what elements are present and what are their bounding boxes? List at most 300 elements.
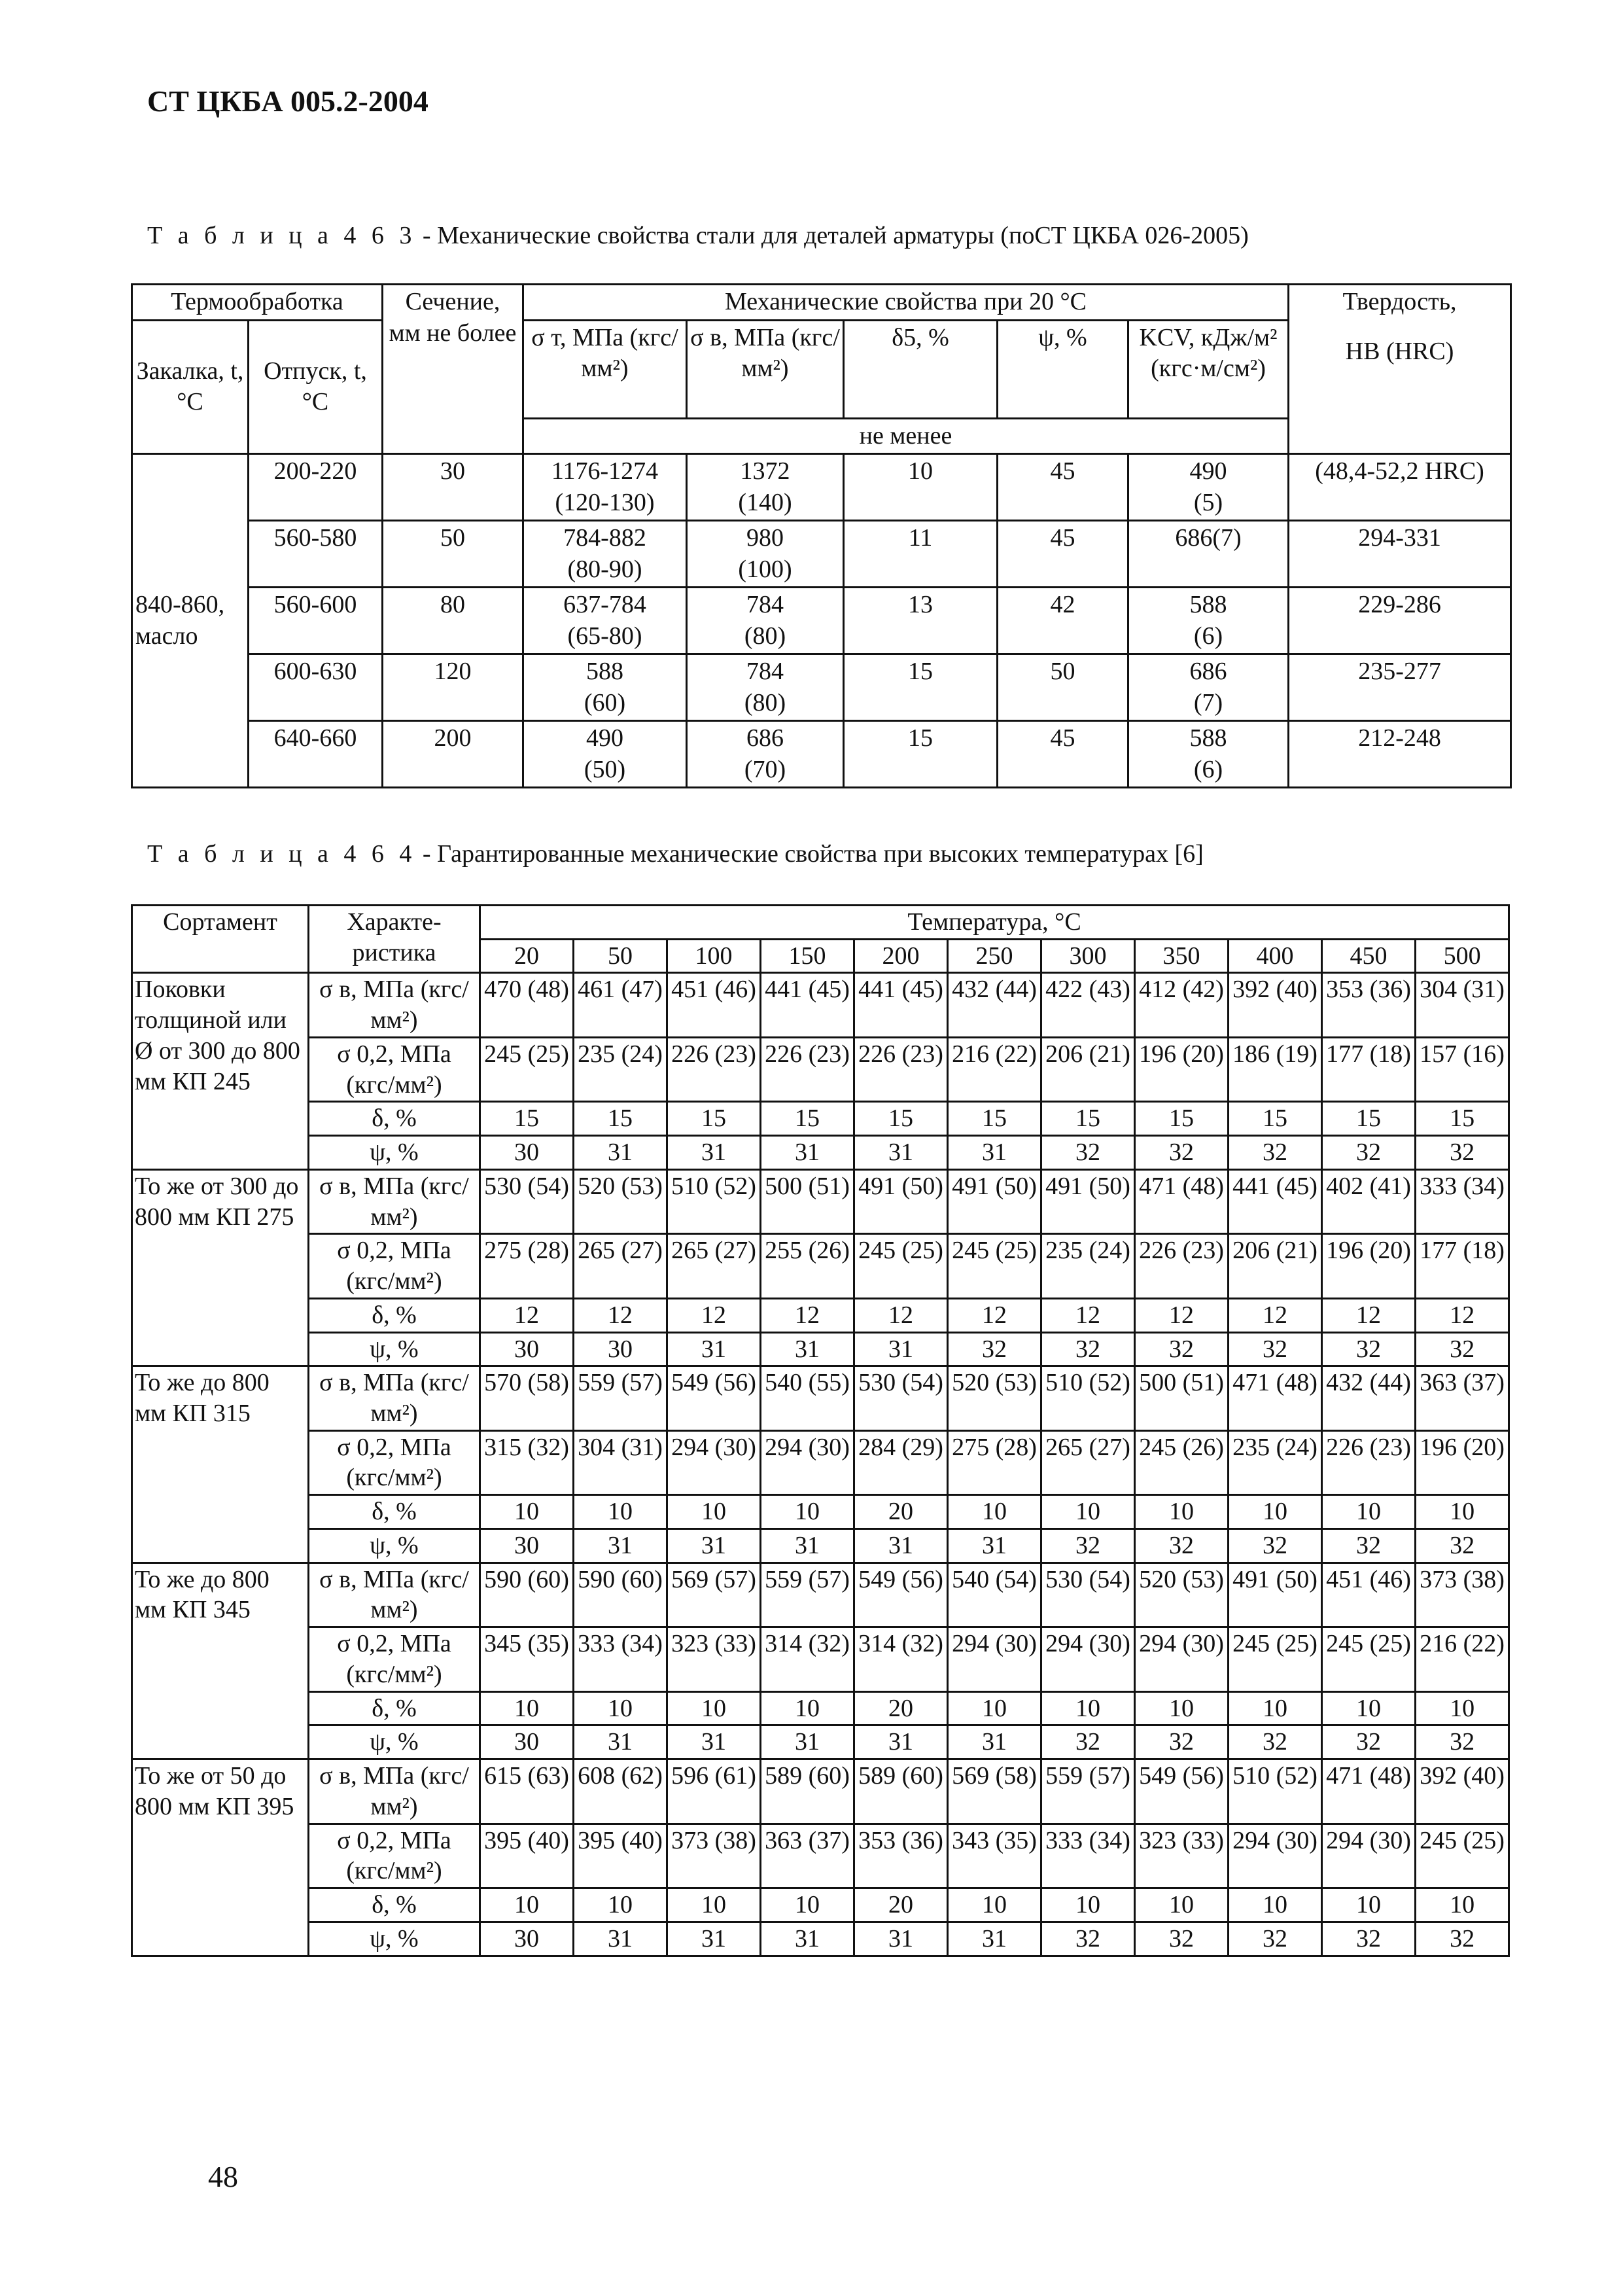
- value-cell: 304 (31): [1416, 973, 1509, 1037]
- characteristic-cell: δ, %: [309, 1888, 480, 1922]
- value-cell: 589 (60): [854, 1759, 948, 1824]
- sigma-v-sub: (80): [744, 688, 786, 716]
- value-cell: 10: [761, 1691, 854, 1725]
- characteristic-cell: σ в, МПа (кгс/мм²): [309, 1759, 480, 1824]
- sortament-cell: То же от 300 до 800 мм КП 275: [132, 1169, 309, 1366]
- value-cell: 226 (23): [761, 1037, 854, 1101]
- value-cell: 245 (25): [1416, 1824, 1509, 1888]
- value-cell: 32: [1041, 1528, 1135, 1563]
- value-cell: 615 (63): [480, 1759, 574, 1824]
- value-cell: 491 (50): [948, 1169, 1041, 1233]
- value-cell: 12: [1229, 1298, 1322, 1332]
- value-cell: 441 (45): [854, 973, 948, 1037]
- value-cell: 441 (45): [1229, 1169, 1322, 1233]
- header-mech-props: Механические свойства при 20 °С: [523, 285, 1289, 321]
- value-cell: 32: [1135, 1528, 1229, 1563]
- sigma-v-value: 686: [746, 724, 784, 752]
- value-cell: 32: [1322, 1725, 1416, 1759]
- header-temp-cell: 250: [948, 939, 1041, 973]
- header-hardness-label: Твердость,: [1342, 288, 1457, 315]
- table-row: [132, 1430, 1509, 1494]
- table-row: [132, 1136, 1509, 1170]
- value-cell: 10: [1322, 1495, 1416, 1529]
- characteristic-cell: δ, %: [309, 1691, 480, 1725]
- value-cell: 32: [1041, 1922, 1135, 1956]
- section-cell: 120: [383, 654, 523, 721]
- value-cell: 15: [1229, 1102, 1322, 1136]
- table-row: [132, 1528, 1509, 1563]
- sigma-t-value: 588: [586, 658, 623, 685]
- characteristic-cell: σ 0,2, МПа (кгс/мм²): [309, 1824, 480, 1888]
- value-cell: 265 (27): [667, 1234, 761, 1298]
- value-cell: 510 (52): [1041, 1366, 1135, 1430]
- temper-cell: 600-630: [249, 654, 383, 721]
- value-cell: 294 (30): [1135, 1627, 1229, 1691]
- header-temp-cell: 20: [480, 939, 574, 973]
- sigma-t-cell: [523, 454, 687, 521]
- value-cell: 32: [1322, 1136, 1416, 1170]
- kcv-value: 686: [1189, 658, 1227, 685]
- temper-cell: 560-580: [249, 521, 383, 588]
- value-cell: 608 (62): [574, 1759, 667, 1824]
- value-cell: 451 (46): [667, 973, 761, 1037]
- characteristic-cell: ψ, %: [309, 1332, 480, 1366]
- value-cell: 31: [574, 1136, 667, 1170]
- table-464-title: - Гарантированные механические свойства при высоких температурах [6]: [416, 840, 1204, 868]
- delta-cell: 15: [844, 654, 998, 721]
- sortament-cell: То же до 800 мм КП 345: [132, 1563, 309, 1759]
- value-cell: 569 (58): [948, 1759, 1041, 1824]
- characteristic-cell: ψ, %: [309, 1136, 480, 1170]
- table-row: [132, 588, 1511, 654]
- value-cell: 30: [574, 1332, 667, 1366]
- value-cell: 31: [667, 1332, 761, 1366]
- value-cell: 373 (38): [667, 1824, 761, 1888]
- value-cell: 10: [761, 1888, 854, 1922]
- value-cell: 216 (22): [1416, 1627, 1509, 1691]
- kcv-sub: (6): [1193, 622, 1223, 650]
- kcv-cell: [1128, 454, 1289, 521]
- value-cell: 12: [948, 1298, 1041, 1332]
- value-cell: 402 (41): [1322, 1169, 1416, 1233]
- table-row: [132, 1691, 1509, 1725]
- hardness-cell: 235-277: [1289, 654, 1511, 721]
- header-temp-cell: 450: [1322, 939, 1416, 973]
- delta-cell: 10: [844, 454, 998, 521]
- characteristic-cell: δ, %: [309, 1495, 480, 1529]
- sigma-v-value: 784: [746, 591, 784, 618]
- value-cell: 226 (23): [854, 1037, 948, 1101]
- value-cell: 422 (43): [1041, 973, 1135, 1037]
- value-cell: 294 (30): [948, 1627, 1041, 1691]
- temper-cell: 640-660: [249, 721, 383, 788]
- table-row: [132, 1563, 1509, 1627]
- sigma-v-cell: [687, 521, 844, 588]
- value-cell: 471 (48): [1229, 1366, 1322, 1430]
- header-temper: Отпуск, t, °С: [249, 320, 383, 454]
- section-cell: 200: [383, 721, 523, 788]
- value-cell: 471 (48): [1322, 1759, 1416, 1824]
- value-cell: 373 (38): [1416, 1563, 1509, 1627]
- header-not-less: не менее: [523, 418, 1289, 454]
- value-cell: 520 (53): [574, 1169, 667, 1233]
- sigma-t-sub: (50): [584, 755, 626, 783]
- value-cell: 392 (40): [1416, 1759, 1509, 1824]
- value-cell: 510 (52): [667, 1169, 761, 1233]
- table-463-label: Т а б л и ц а 4 6 3: [147, 222, 417, 249]
- sortament-cell: То же до 800 мм КП 315: [132, 1366, 309, 1563]
- value-cell: 235 (24): [574, 1037, 667, 1101]
- sigma-v-cell: [687, 721, 844, 788]
- psi-cell: 45: [998, 454, 1128, 521]
- value-cell: 32: [1135, 1922, 1229, 1956]
- value-cell: 226 (23): [1322, 1430, 1416, 1494]
- table-row: [132, 1759, 1509, 1824]
- sortament-cell: То же от 50 до 800 мм КП 395: [132, 1759, 309, 1956]
- value-cell: 245 (25): [854, 1234, 948, 1298]
- value-cell: 353 (36): [854, 1824, 948, 1888]
- sigma-t-sub: (65-80): [567, 622, 642, 650]
- value-cell: 31: [761, 1922, 854, 1956]
- value-cell: 177 (18): [1322, 1037, 1416, 1101]
- psi-cell: 45: [998, 721, 1128, 788]
- value-cell: 15: [1135, 1102, 1229, 1136]
- psi-cell: 42: [998, 588, 1128, 654]
- value-cell: 333 (34): [1041, 1824, 1135, 1888]
- table-463-title: - Механические свойства стали для деталей арматуры (поСТ ЦКБА 026-2005): [416, 222, 1249, 249]
- value-cell: 12: [574, 1298, 667, 1332]
- value-cell: 235 (24): [1041, 1234, 1135, 1298]
- quench-value: 840-860, масло: [132, 454, 249, 788]
- table-464-caption: [147, 839, 1204, 868]
- table-464-label: Т а б л и ц а 4 6 4: [147, 840, 417, 868]
- kcv-sub: (6): [1193, 755, 1223, 783]
- hardness-cell: 212-248: [1289, 721, 1511, 788]
- hardness-cell: (48,4-52,2 HRC): [1289, 454, 1511, 521]
- value-cell: 304 (31): [574, 1430, 667, 1494]
- value-cell: 196 (20): [1322, 1234, 1416, 1298]
- characteristic-cell: σ в, МПа (кгс/мм²): [309, 1169, 480, 1233]
- value-cell: 186 (19): [1229, 1037, 1322, 1101]
- value-cell: 235 (24): [1229, 1430, 1322, 1494]
- value-cell: 10: [1135, 1888, 1229, 1922]
- value-cell: 31: [667, 1922, 761, 1956]
- header-temp-cell: 300: [1041, 939, 1135, 973]
- section-cell: 30: [383, 454, 523, 521]
- value-cell: 294 (30): [761, 1430, 854, 1494]
- value-cell: 10: [574, 1691, 667, 1725]
- value-cell: 32: [1041, 1725, 1135, 1759]
- value-cell: 500 (51): [761, 1169, 854, 1233]
- value-cell: 530 (54): [1041, 1563, 1135, 1627]
- value-cell: 559 (57): [1041, 1759, 1135, 1824]
- value-cell: 31: [574, 1528, 667, 1563]
- table-row: [132, 1922, 1509, 1956]
- temper-cell: 200-220: [249, 454, 383, 521]
- value-cell: 31: [761, 1332, 854, 1366]
- sigma-t-value: 1176-1274: [551, 457, 659, 485]
- table-row: [132, 1495, 1509, 1529]
- header-temp-cell: 100: [667, 939, 761, 973]
- table-row: [132, 1725, 1509, 1759]
- value-cell: 31: [854, 1922, 948, 1956]
- value-cell: 596 (61): [667, 1759, 761, 1824]
- table-464: [131, 904, 1510, 1957]
- header-temp-cell: 150: [761, 939, 854, 973]
- value-cell: 540 (54): [948, 1563, 1041, 1627]
- characteristic-cell: σ 0,2, МПа (кгс/мм²): [309, 1627, 480, 1691]
- table-row: [132, 1169, 1509, 1233]
- value-cell: 363 (37): [1416, 1366, 1509, 1430]
- value-cell: 12: [1041, 1298, 1135, 1332]
- value-cell: 559 (57): [761, 1563, 854, 1627]
- value-cell: 31: [854, 1725, 948, 1759]
- table-row: [132, 1102, 1509, 1136]
- value-cell: 31: [667, 1136, 761, 1170]
- psi-cell: 50: [998, 654, 1128, 721]
- value-cell: 15: [574, 1102, 667, 1136]
- value-cell: 294 (30): [1322, 1824, 1416, 1888]
- value-cell: 363 (37): [761, 1824, 854, 1888]
- header-temp-cell: 400: [1229, 939, 1322, 973]
- value-cell: 10: [1229, 1691, 1322, 1725]
- characteristic-cell: δ, %: [309, 1102, 480, 1136]
- value-cell: 395 (40): [480, 1824, 574, 1888]
- temper-cell: 560-600: [249, 588, 383, 654]
- value-cell: 32: [1229, 1922, 1322, 1956]
- value-cell: 12: [1416, 1298, 1509, 1332]
- sigma-v-cell: [687, 654, 844, 721]
- table-row: [132, 1888, 1509, 1922]
- header-sigma-t: σ т, МПа (кгс/мм²): [523, 320, 687, 418]
- value-cell: 196 (20): [1416, 1430, 1509, 1494]
- sigma-v-sub: (100): [738, 555, 792, 583]
- characteristic-cell: ψ, %: [309, 1528, 480, 1563]
- value-cell: 432 (44): [1322, 1366, 1416, 1430]
- header-temp-cell: 50: [574, 939, 667, 973]
- value-cell: 10: [480, 1691, 574, 1725]
- header-temperature: Температура, °С: [480, 906, 1509, 940]
- value-cell: 31: [854, 1136, 948, 1170]
- value-cell: 177 (18): [1416, 1234, 1509, 1298]
- kcv-value: 588: [1189, 724, 1227, 752]
- characteristic-cell: ψ, %: [309, 1725, 480, 1759]
- value-cell: 10: [1322, 1691, 1416, 1725]
- table-row: [132, 1627, 1509, 1691]
- value-cell: 491 (50): [854, 1169, 948, 1233]
- value-cell: 31: [574, 1922, 667, 1956]
- value-cell: 275 (28): [948, 1430, 1041, 1494]
- sigma-t-cell: [523, 521, 687, 588]
- value-cell: 10: [948, 1888, 1041, 1922]
- header-section-label: Сечение,: [405, 288, 500, 315]
- value-cell: 30: [480, 1725, 574, 1759]
- kcv-value: 588: [1189, 591, 1227, 618]
- value-cell: 265 (27): [574, 1234, 667, 1298]
- value-cell: 412 (42): [1135, 973, 1229, 1037]
- value-cell: 10: [1041, 1495, 1135, 1529]
- value-cell: 245 (25): [480, 1037, 574, 1101]
- value-cell: 15: [1041, 1102, 1135, 1136]
- header-temp-cell: 200: [854, 939, 948, 973]
- value-cell: 569 (57): [667, 1563, 761, 1627]
- value-cell: 559 (57): [574, 1366, 667, 1430]
- value-cell: 432 (44): [948, 973, 1041, 1037]
- kcv-cell: [1128, 721, 1289, 788]
- characteristic-cell: σ в, МПа (кгс/мм²): [309, 1563, 480, 1627]
- value-cell: 31: [667, 1725, 761, 1759]
- value-cell: 206 (21): [1041, 1037, 1135, 1101]
- value-cell: 549 (56): [1135, 1759, 1229, 1824]
- characteristic-cell: σ 0,2, МПа (кгс/мм²): [309, 1037, 480, 1101]
- value-cell: 323 (33): [667, 1627, 761, 1691]
- document-header: СТ ЦКБА 005.2-2004: [147, 84, 428, 118]
- table-row: [132, 1234, 1509, 1298]
- value-cell: 32: [1416, 1332, 1509, 1366]
- table-463: [131, 283, 1512, 788]
- value-cell: 589 (60): [761, 1759, 854, 1824]
- sigma-v-sub: (70): [744, 755, 786, 783]
- value-cell: 32: [1229, 1332, 1322, 1366]
- value-cell: 31: [948, 1528, 1041, 1563]
- characteristic-cell: σ в, МПа (кгс/мм²): [309, 1366, 480, 1430]
- delta-cell: 11: [844, 521, 998, 588]
- delta-cell: 15: [844, 721, 998, 788]
- value-cell: 15: [667, 1102, 761, 1136]
- value-cell: 530 (54): [854, 1366, 948, 1430]
- value-cell: 31: [854, 1332, 948, 1366]
- value-cell: 32: [1322, 1528, 1416, 1563]
- sigma-v-value: 1372: [740, 457, 790, 485]
- value-cell: 500 (51): [1135, 1366, 1229, 1430]
- value-cell: 343 (35): [948, 1824, 1041, 1888]
- value-cell: 10: [1229, 1888, 1322, 1922]
- sigma-t-sub: (60): [584, 688, 626, 716]
- value-cell: 530 (54): [480, 1169, 574, 1233]
- table-row: [132, 1824, 1509, 1888]
- value-cell: 226 (23): [667, 1037, 761, 1101]
- value-cell: 10: [1416, 1888, 1509, 1922]
- value-cell: 12: [854, 1298, 948, 1332]
- value-cell: 471 (48): [1135, 1169, 1229, 1233]
- value-cell: 12: [761, 1298, 854, 1332]
- value-cell: 30: [480, 1922, 574, 1956]
- section-cell: 50: [383, 521, 523, 588]
- characteristic-cell: δ, %: [309, 1298, 480, 1332]
- header-section-sub: мм не более: [389, 319, 517, 347]
- value-cell: 491 (50): [1041, 1169, 1135, 1233]
- value-cell: 540 (55): [761, 1366, 854, 1430]
- value-cell: 10: [480, 1495, 574, 1529]
- header-sortament: Сортамент: [132, 906, 309, 973]
- table-row: [132, 1332, 1509, 1366]
- value-cell: 323 (33): [1135, 1824, 1229, 1888]
- header-sigma-v: σ в, МПа (кгс/мм²): [687, 320, 844, 418]
- value-cell: 461 (47): [574, 973, 667, 1037]
- value-cell: 315 (32): [480, 1430, 574, 1494]
- value-cell: 206 (21): [1229, 1234, 1322, 1298]
- value-cell: 31: [854, 1528, 948, 1563]
- value-cell: 10: [948, 1691, 1041, 1725]
- value-cell: 31: [948, 1725, 1041, 1759]
- value-cell: 31: [948, 1922, 1041, 1956]
- value-cell: 32: [1416, 1725, 1509, 1759]
- value-cell: 245 (25): [1322, 1627, 1416, 1691]
- value-cell: 570 (58): [480, 1366, 574, 1430]
- value-cell: 32: [1135, 1725, 1229, 1759]
- value-cell: 284 (29): [854, 1430, 948, 1494]
- sigma-v-sub: (140): [738, 488, 792, 516]
- sigma-v-sub: (80): [744, 622, 786, 650]
- value-cell: 32: [1416, 1528, 1509, 1563]
- value-cell: 32: [1229, 1528, 1322, 1563]
- value-cell: 10: [574, 1495, 667, 1529]
- value-cell: 265 (27): [1041, 1430, 1135, 1494]
- value-cell: 31: [574, 1725, 667, 1759]
- value-cell: 10: [948, 1495, 1041, 1529]
- value-cell: 32: [1416, 1136, 1509, 1170]
- value-cell: 30: [480, 1332, 574, 1366]
- sigma-v-cell: [687, 454, 844, 521]
- sigma-v-value: 784: [746, 658, 784, 685]
- value-cell: 15: [480, 1102, 574, 1136]
- value-cell: 30: [480, 1136, 574, 1170]
- value-cell: 10: [667, 1495, 761, 1529]
- value-cell: 333 (34): [1416, 1169, 1509, 1233]
- header-kcv: KCV, кДж/м² (кгс·м/см²): [1128, 320, 1289, 418]
- value-cell: 32: [948, 1332, 1041, 1366]
- value-cell: 520 (53): [948, 1366, 1041, 1430]
- sigma-t-value: 490: [586, 724, 623, 752]
- delta-cell: 13: [844, 588, 998, 654]
- table-row: [132, 1037, 1509, 1101]
- value-cell: 333 (34): [574, 1627, 667, 1691]
- value-cell: 314 (32): [854, 1627, 948, 1691]
- value-cell: 32: [1229, 1136, 1322, 1170]
- value-cell: 20: [854, 1888, 948, 1922]
- value-cell: 10: [1041, 1691, 1135, 1725]
- sigma-t-value: 784-882: [563, 524, 646, 552]
- header-heat-treatment: Термообработка: [132, 285, 383, 321]
- sigma-t-cell: [523, 654, 687, 721]
- value-cell: 451 (46): [1322, 1563, 1416, 1627]
- sigma-t-value: 637-784: [563, 591, 646, 618]
- value-cell: 10: [761, 1495, 854, 1529]
- value-cell: 12: [667, 1298, 761, 1332]
- header-section: [383, 285, 523, 454]
- value-cell: 10: [1135, 1495, 1229, 1529]
- psi-cell: 45: [998, 521, 1128, 588]
- value-cell: 15: [1416, 1102, 1509, 1136]
- table-row: [132, 654, 1511, 721]
- value-cell: 32: [1229, 1725, 1322, 1759]
- sigma-t-cell: [523, 588, 687, 654]
- header-hardness-sub: НВ (HRC): [1345, 337, 1454, 365]
- value-cell: 549 (56): [667, 1366, 761, 1430]
- value-cell: 32: [1135, 1136, 1229, 1170]
- value-cell: 275 (28): [480, 1234, 574, 1298]
- sigma-v-value: 980: [746, 524, 784, 552]
- value-cell: 30: [480, 1528, 574, 1563]
- value-cell: 20: [854, 1691, 948, 1725]
- value-cell: 470 (48): [480, 973, 574, 1037]
- header-delta: δ5, %: [844, 320, 998, 418]
- value-cell: 32: [1322, 1332, 1416, 1366]
- value-cell: 510 (52): [1229, 1759, 1322, 1824]
- value-cell: 15: [854, 1102, 948, 1136]
- kcv-cell: 686(7): [1128, 521, 1289, 588]
- value-cell: 32: [1416, 1922, 1509, 1956]
